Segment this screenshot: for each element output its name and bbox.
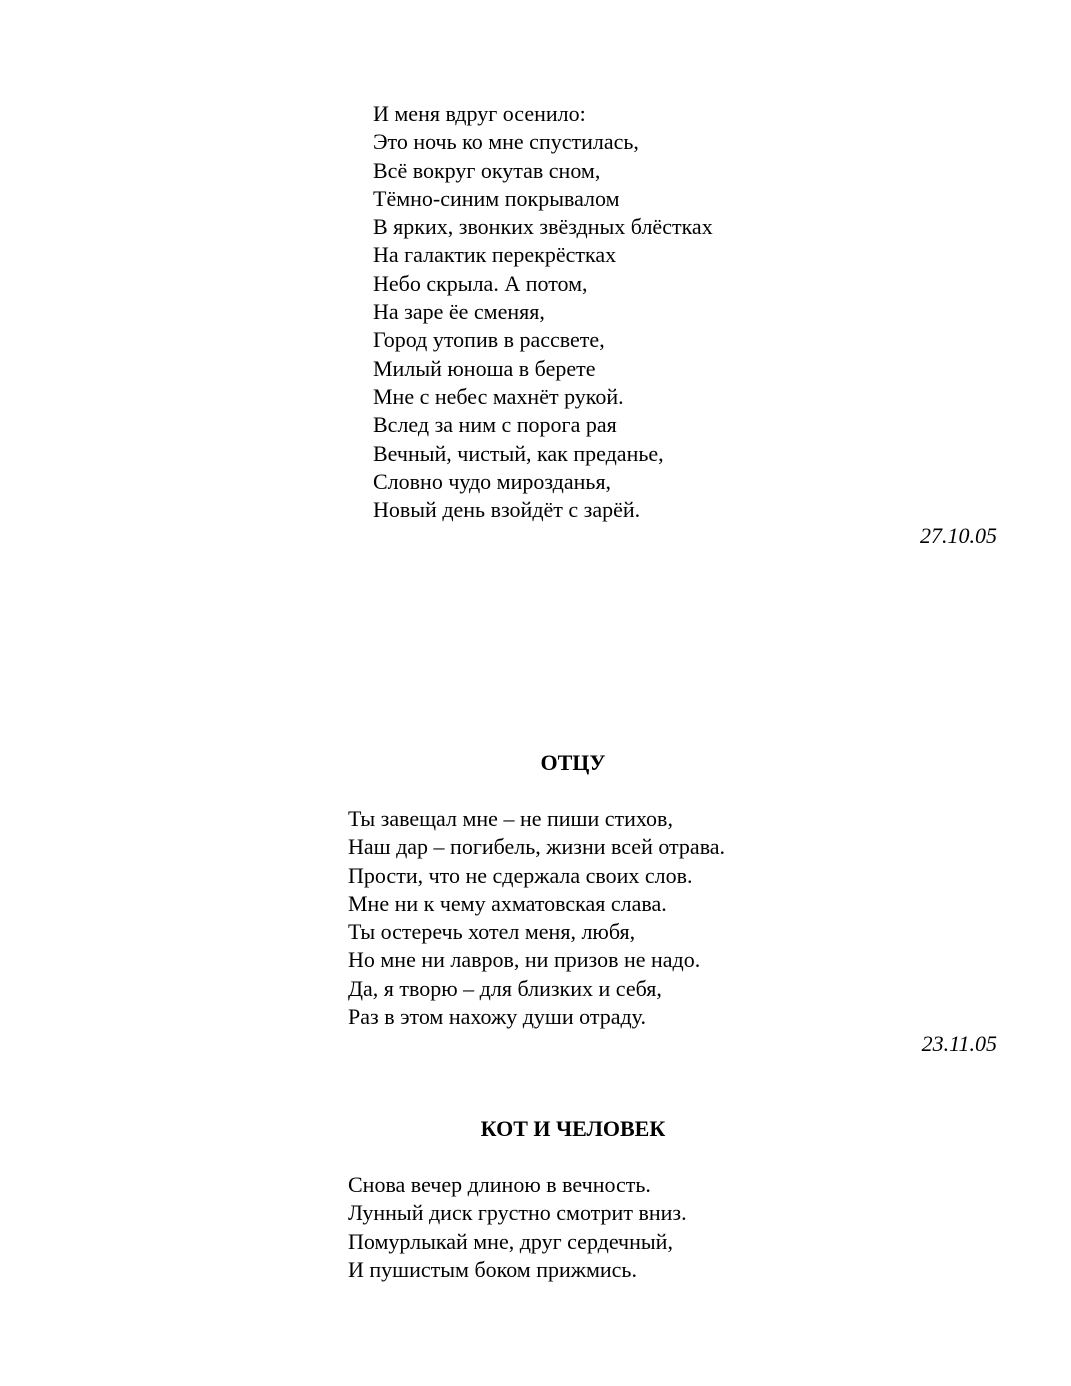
poem-line: Город утопив в рассвете,	[373, 327, 605, 353]
poem-line: Прости, что не сдержала своих слов.	[348, 862, 693, 888]
poem-line: Это ночь ко мне спустилась,	[373, 129, 639, 155]
poem-line: Милый юноша в берете	[373, 355, 596, 381]
poem-line: И пушистым боком прижмись.	[348, 1256, 637, 1282]
poem-line: Тёмно-синим покрывалом	[373, 185, 620, 211]
poem-line: Мне ни к чему ахматовская слава.	[348, 890, 667, 916]
poem-line: Снова вечер длиною в вечность.	[348, 1172, 651, 1197]
poem-3-title: КОТ И ЧЕЛОВЕК	[480, 1116, 666, 1141]
poem-line: Но мне ни лавров, ни призов не надо.	[348, 947, 701, 973]
poem-line: Лунный диск грустно смотрит вниз.	[348, 1200, 687, 1226]
poem-line: Всё вокруг окутав сном,	[373, 157, 601, 183]
poem-line: На галактик перекрёстках	[373, 242, 617, 268]
poem-line: Наш дар – погибель, жизни всей отрава.	[348, 834, 726, 860]
poem-line: Небо скрыла. А потом,	[373, 270, 588, 296]
poem-line: На заре ёе сменяя,	[373, 299, 545, 325]
poem-line: И меня вдруг осенило:	[373, 101, 586, 126]
poem-line: Мне с небес махнёт рукой.	[373, 383, 624, 409]
poem-3-stanza	[348, 1171, 687, 1284]
poem-line: Помурлыкай мне, друг сердечный,	[348, 1228, 673, 1254]
poem-line: Раз в этом нахожу души отраду.	[348, 1004, 646, 1030]
poem-2-stanza	[348, 805, 725, 1031]
poem-2-date: 23.11.05	[921, 1031, 997, 1056]
poem-line: В ярких, звонких звёздных блёстках	[373, 214, 713, 240]
poem-1-date: 27.10.05	[920, 523, 997, 548]
poem-line: Ты завещал мне – не пиши стихов,	[348, 806, 673, 831]
poem-line: Новый день взойдёт с зарёй.	[373, 497, 641, 523]
poem-1-stanza	[373, 100, 713, 524]
poem-line: Словно чудо мирозданья,	[373, 468, 612, 494]
poem-line: Ты остеречь хотел меня, любя,	[348, 919, 636, 945]
poem-2-title: ОТЦУ	[540, 750, 606, 775]
poem-line: Вечный, чистый, как преданье,	[373, 440, 664, 466]
poem-line: Вслед за ним с порога рая	[373, 412, 617, 438]
poem-line: Да, я творю – для близких и себя,	[348, 975, 662, 1001]
